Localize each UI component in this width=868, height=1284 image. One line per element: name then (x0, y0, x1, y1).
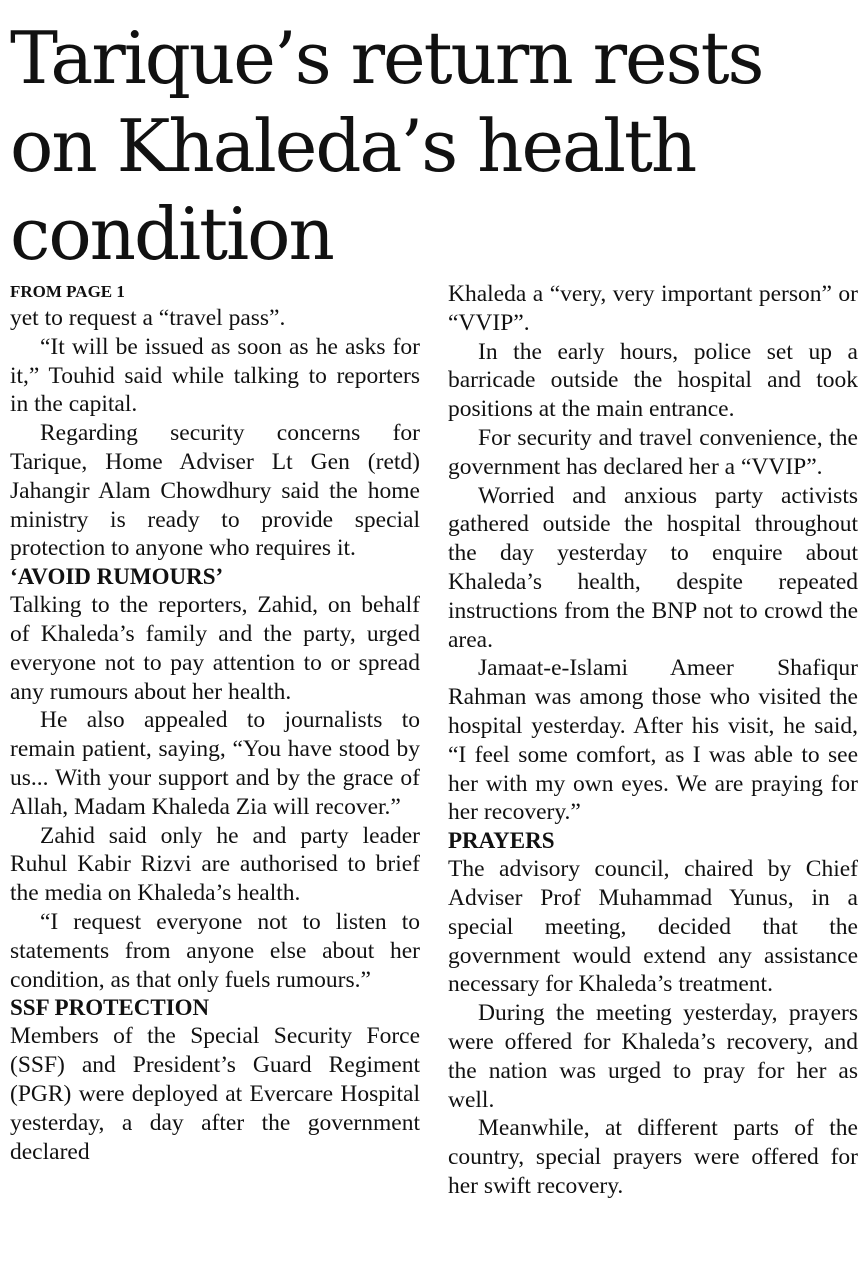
paragraph: In the early hours, police set up a barricade outside the hospital and took positions at the main entrance. (448, 338, 858, 423)
paragraph: “It will be issued as soon as he asks for it,” Touhid said while talking to reporters in the capital. (10, 333, 420, 418)
kicker-from-page: FROM PAGE 1 (10, 282, 125, 301)
paragraph: He also appealed to journalists to remain patient, saying, “You have stood by us... With your support and by the grace of Allah, Madam Khaleda Zia will recover.” (10, 707, 420, 820)
paragraph: The advisory council, chaired by Chief Adviser Prof Muhammad Yunus, in a special meeting, decided that the government would extend any assistance necessary for Khaleda’s treatment. (448, 856, 858, 998)
article-column-left (10, 280, 420, 1166)
paragraph: Zahid said only he and party leader Ruhul Kabir Rizvi are authorised to brief the media on Khaleda’s health. (10, 822, 420, 907)
headline: Tarique’s return rests on Khaleda’s health condition (10, 16, 763, 276)
paragraph: Regarding security concerns for Tarique, Home Adviser Lt Gen (retd) Jahangir Alam Chowdhury said the home ministry is ready to provide special protection to anyone who requires it. (10, 420, 420, 562)
paragraph: Jamaat-e-Islami Ameer Shafiqur Rahman was among those who visited the hospital yesterday. After his visit, he said, “I feel some comfort, as I was able to see her with my own eyes. We are praying for her recovery.” (448, 655, 858, 826)
paragraph: Talking to the reporters, Zahid, on behalf of Khaleda’s family and the party, urged everyone not to pay attention to or spread any rumours about her health. (10, 592, 420, 705)
paragraph: “I request everyone not to listen to statements from anyone else about her condition, as that only fuels rumours.” (10, 908, 420, 993)
subhead-avoid-rumours: ‘AVOID RUMOURS’ (10, 564, 224, 590)
paragraph: Members of the Special Security Force (SSF) and President’s Guard Regiment (PGR) were deployed at Evercare Hospital yesterday, a day after the government declared (10, 1023, 420, 1165)
subhead-prayers: PRAYERS (448, 828, 555, 854)
paragraph: Worried and anxious party activists gathered outside the hospital throughout the day yesterday to enquire about Khaleda’s health, despite repeated instructions from the BNP not to crowd the area. (448, 482, 858, 653)
paragraph: Khaleda a “very, very important person” or “VVIP”. (448, 281, 858, 336)
paragraph: Meanwhile, at different parts of the country, special prayers were offered for her swift recovery. (448, 1115, 858, 1199)
paragraph: During the meeting yesterday, prayers were offered for Khaleda’s recovery, and the nation was urged to pray for her as well. (448, 1000, 858, 1113)
article-column-right (448, 280, 858, 1201)
subhead-ssf-protection: SSF PROTECTION (10, 995, 210, 1021)
paragraph: For security and travel convenience, the government has declared her a “VVIP”. (448, 424, 858, 480)
paragraph: yet to request a “travel pass”. (10, 305, 286, 331)
